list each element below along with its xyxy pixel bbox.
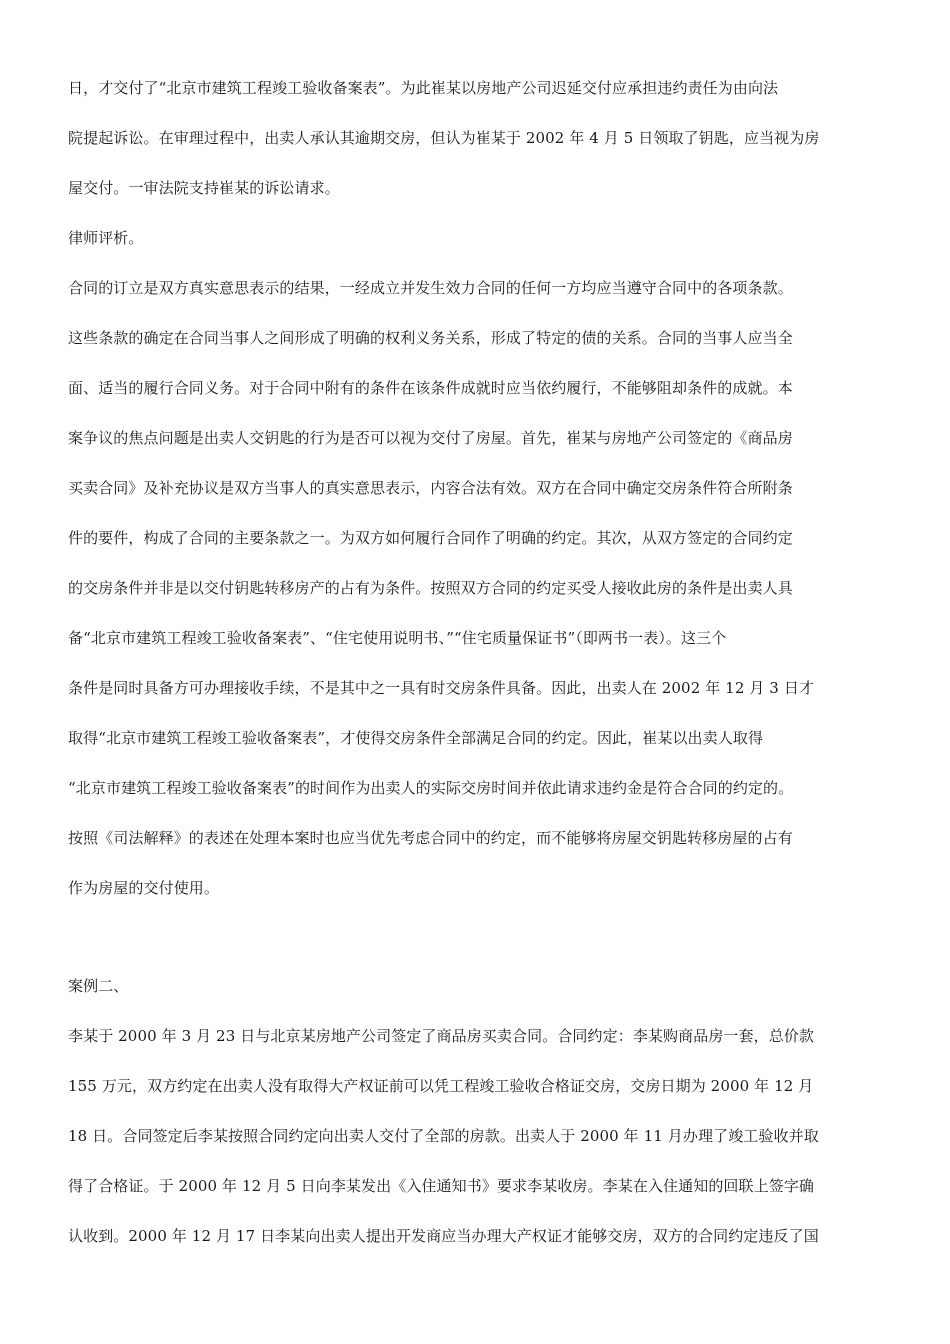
text-line: 合同的订立是双方真实意思表示的结果，一经成立并发生效力合同的任何一方均应当遵守合同中的各项条款。 bbox=[68, 279, 793, 297]
text-line: 认收到。2000 年 12 月 17 日李某向出卖人提出开发商应当办理大产权证才能够交房，双方的合同约定违反了国 bbox=[68, 1227, 819, 1245]
text-line: 这些条款的确定在合同当事人之间形成了明确的权利义务关系，形成了特定的债的关系。合同的当事人应当全 bbox=[68, 329, 793, 347]
text-line: 案争议的焦点问题是出卖人交钥匙的行为是否可以视为交付了房屋。首先，崔某与房地产公司签定的《商品房 bbox=[68, 429, 793, 447]
text-line: 作为房屋的交付使用。 bbox=[68, 879, 220, 897]
section-heading: 律师评析。 bbox=[68, 229, 144, 247]
text-line: 备“北京市建筑工程竣工验收备案表”、“住宅使用说明书、”“住宅质量保证书”（即两书一表）。这三个 bbox=[68, 629, 727, 647]
text-line: 件的要件，构成了合同的主要条款之一。为双方如何履行合同作了明确的约定。其次，从双方签定的合同约定 bbox=[68, 529, 793, 547]
text-line: 155 万元，双方约定在出卖人没有取得大产权证前可以凭工程竣工验收合格证交房，交房日期为 2000 年 12 月 bbox=[68, 1077, 814, 1095]
text-line: 院提起诉讼。在审理过程中，出卖人承认其逾期交房，但认为崔某于 2002 年 4 月 5 日领取了钥匙，应当视为房 bbox=[68, 129, 820, 147]
text-line: 的交房条件并非是以交付钥匙转移房产的占有为条件。按照双方合同的约定买受人接收此房的条件是出卖人具 bbox=[68, 579, 793, 597]
text-line: 日，才交付了“北京市建筑工程竣工验收备案表”。为此崔某以房地产公司迟延交付应承担违约责任为由向法 bbox=[68, 79, 779, 97]
section-heading: 案例二、 bbox=[68, 977, 129, 995]
text-line: 按照《司法解释》的表述在处理本案时也应当优先考虑合同中的约定，而不能够将房屋交钥匙转移房屋的占有 bbox=[68, 829, 793, 847]
text-line: 条件是同时具备方可办理接收手续，不是其中之一具有时交房条件具备。因此，出卖人在 2002 年 12 月 3 日才 bbox=[68, 679, 815, 697]
text-line: 18 日。合同签定后李某按照合同约定向出卖人交付了全部的房款。出卖人于 2000 年 11 月办理了竣工验收并取 bbox=[68, 1127, 819, 1145]
text-line: 取得“北京市建筑工程竣工验收备案表”，才使得交房条件全部满足合同的约定。因此，崔某以出卖人取得 bbox=[68, 729, 764, 747]
text-line: 得了合格证。于 2000 年 12 月 5 日向李某发出《入住通知书》要求李某收房。李某在入住通知的回联上签字确 bbox=[68, 1177, 815, 1195]
text-line: 面、适当的履行合同义务。对于合同中附有的条件在该条件成就时应当依约履行，不能够阻却条件的成就。本 bbox=[68, 379, 793, 397]
text-line: 李某于 2000 年 3 月 23 日与北京某房地产公司签定了商品房买卖合同。合同约定：李某购商品房一套，总价款 bbox=[68, 1027, 815, 1045]
text-line: 屋交付。一审法院支持崔某的诉讼请求。 bbox=[68, 179, 340, 197]
text-line: 买卖合同》及补充协议是双方当事人的真实意思表示，内容合法有效。双方在合同中确定交房条件符合所附条 bbox=[68, 479, 793, 497]
text-line: “北京市建筑工程竣工验收备案表”的时间作为出卖人的实际交房时间并依此请求违约金是符合合同的约定的。 bbox=[68, 779, 794, 797]
